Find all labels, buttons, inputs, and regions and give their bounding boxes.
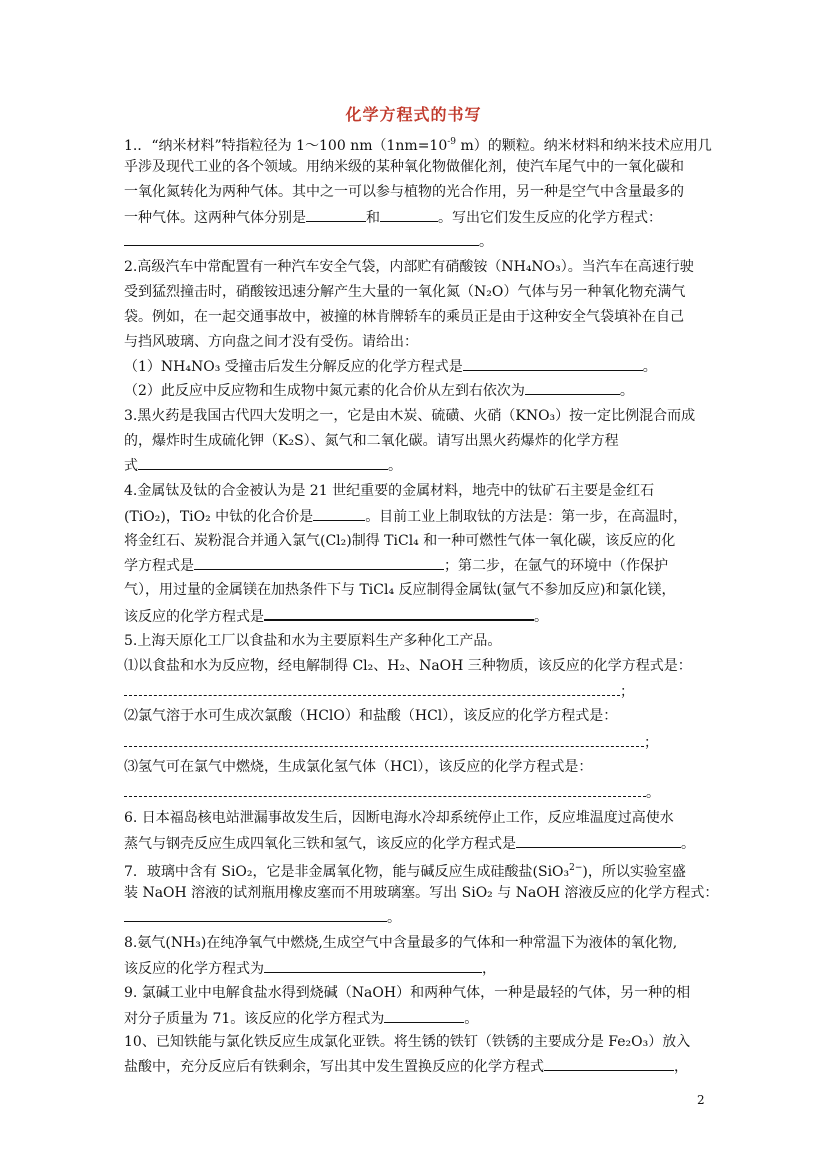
q5-line-5: [124, 734, 714, 751]
q1-text: m）的颗粒。纳米材料和纳米技术应用几: [456, 138, 712, 154]
q1-text: 和: [366, 210, 380, 226]
q7-line-2: 装 NaOH 溶液的试剂瓶用橡皮塞而不用玻璃塞。写出 SiO₂ 与 NaOH 溶液反应的化学方程式：: [124, 885, 719, 901]
answer-blank[interactable]: [138, 457, 388, 470]
q10-line-2: [124, 1058, 714, 1075]
q9-text: 对分子质量为 71。该反应的化学方程式为: [124, 1011, 385, 1027]
q5-line-3: [124, 683, 714, 700]
answer-blank[interactable]: [463, 358, 643, 371]
q8-text: 该反应的化学方程式为: [124, 961, 264, 977]
q1-line-4: [124, 209, 714, 226]
answer-blank[interactable]: [380, 209, 438, 222]
q1-text: 1.．“纳米材料”特指粒径为 1～100 nm（1nm=10: [124, 138, 448, 154]
answer-blank[interactable]: [264, 607, 534, 621]
answer-blank[interactable]: [264, 960, 482, 973]
q7-line-3: [124, 909, 714, 926]
q1-exponent: -9: [447, 137, 457, 147]
q2-line-4: 与挡风玻璃、方向盘之间才没有受伤。请给出：: [124, 334, 418, 350]
q5-text: ；: [620, 684, 634, 700]
q8-line-1: 8.氨气(NH₃)在纯净氧气中燃烧,生成空气中含量最多的气体和一种常温下为液体的氧化物,: [124, 935, 678, 951]
q8-line-2: [124, 960, 714, 977]
q3-text: 式: [124, 458, 138, 474]
q4-text: ；第二步，在氩气的环境中（作保护: [444, 558, 668, 574]
q6-line-1: 6. 日本福岛核电站泄漏事故发生后，因断电海水冷却系统停止工作，反应堆温度过高使水: [124, 810, 674, 826]
q6-text: 蒸气与钢壳反应生成四氧化三铁和氢气，该反应的化学方程式是: [124, 836, 516, 852]
answer-blank[interactable]: [124, 734, 644, 747]
answer-blank[interactable]: [544, 1058, 674, 1071]
q1-line-1: [124, 134, 714, 154]
answer-blank[interactable]: [384, 1010, 464, 1023]
q3-text: 。: [388, 458, 402, 474]
q1-line-5: [124, 233, 714, 250]
q2-text: （2）此反应中反应物和生成物中氮元素的化合价从左到右依次为: [124, 383, 525, 399]
q2-line-3: 袋。例如，在一起交通事故中，被撞的林肯牌轿车的乘员正是由于这种安全气袋填补在自己: [124, 309, 684, 325]
q4-text: 。目前工业上制取钛的方法是：第一步，在高温时，: [365, 509, 688, 525]
q9-text: 。: [464, 1011, 479, 1027]
page-title: 化学方程式的书写: [345, 105, 482, 124]
q4-text: 学方程式是: [124, 558, 194, 574]
q5-text: 。: [646, 785, 660, 801]
q3-line-1: 3.黑火药是我国古代四大发明之一，它是由木炭、硫磺、火硝（KNO₃）按一定比例混合而成: [124, 408, 696, 424]
answer-blank[interactable]: [124, 784, 646, 797]
q8-text: ，: [482, 961, 496, 977]
q9-line-2: [124, 1010, 714, 1027]
q5-line-6: ⑶氢气可在氯气中燃烧，生成氯化氢气体（HCl），该反应的化学方程式是：: [124, 759, 593, 775]
page-number: 2: [697, 1093, 705, 1107]
answer-blank[interactable]: [525, 382, 620, 395]
answer-blank[interactable]: [516, 835, 681, 848]
answer-blank[interactable]: [306, 209, 366, 222]
q2-text: （1）NH₄NO₃ 受撞击后发生分解反应的化学方程式是: [124, 359, 463, 375]
q3-line-2: 的，爆炸时生成硫化钾（K₂S）、氮气和二氧化碳。请写出黑火药爆炸的化学方程: [124, 433, 619, 449]
q1-line-3: 一氧化氮转化为两种气体。其中之一可以参与植物的光合作用，另一种是空气中含量最多的: [124, 184, 684, 200]
q4-line-3: 将金红石、炭粉混合并通入氯气(Cl₂)制得 TiCl₄ 和一种可燃性气体一氧化碳，该反应的化: [124, 533, 676, 549]
q9-line-1: 9. 氯碱工业中电解食盐水得到烧碱（NaOH）和两种气体，一种是最轻的气体，另一种的相: [124, 985, 691, 1001]
q4-line-6: [124, 607, 714, 625]
q3-line-3: [124, 457, 714, 474]
q5-line-4: ⑵氯气溶于水可生成次氯酸（HClO）和盐酸（HCl），该反应的化学方程式是：: [124, 708, 618, 724]
q2-text: 。: [642, 359, 657, 375]
q2-text: 。: [619, 383, 634, 399]
q5-line-7: [124, 784, 714, 801]
q1-text: 。写出它们发生反应的化学方程式：: [438, 210, 662, 226]
q2-line-5: [124, 358, 714, 375]
q1-text: 。: [479, 234, 493, 250]
q4-text: (TiO₂)，TiO₂ 中钛的化合价是: [124, 509, 314, 525]
q4-text: 。: [534, 609, 548, 625]
answer-blank[interactable]: [194, 557, 444, 570]
q2-line-6: [124, 382, 714, 399]
q10-text: ，: [674, 1059, 688, 1075]
q2-line-2: 受到猛烈撞击时，硝酸铵迅速分解产生大量的一氧化氮（N₂O）气体与另一种氧化物充满气: [124, 284, 686, 300]
q4-line-1: 4.金属钛及钛的合金被认为是 21 世纪重要的金属材料，地壳中的钛矿石主要是金红石: [124, 483, 655, 499]
q4-line-5: 气），用过量的金属镁在加热条件下与 TiCl₄ 反应制得金属钛(氩气不参加反应)和氯化镁，: [124, 582, 676, 598]
q5-line-2: ⑴以食盐和水为反应物，经电解制得 Cl₂、H₂、NaOH 三种物质，该反应的化学方程式是：: [124, 658, 692, 674]
q5-text: ；: [644, 735, 658, 751]
q10-text: 盐酸中，充分反应后有铁剩余，写出其中发生置换反应的化学方程式: [124, 1059, 544, 1075]
q7-text: 7．玻璃中含有 SiO₂，它是非金属氧化物，能与碱反应生成硅酸盐(SiO₃: [124, 864, 570, 880]
q10-line-1: 10、已知铁能与氯化铁反应生成氯化亚铁。将生锈的铁钉（铁锈的主要成分是 Fe₂O₃）放入: [124, 1034, 691, 1050]
answer-blank[interactable]: [124, 233, 479, 246]
q6-text: 。: [681, 836, 695, 852]
q4-line-4: [124, 557, 714, 574]
q7-charge: 2−: [569, 863, 583, 873]
q7-text: )，所以实验室盛: [582, 864, 686, 880]
answer-blank[interactable]: [124, 909, 387, 922]
answer-blank[interactable]: [124, 683, 620, 696]
q4-line-2: [124, 508, 714, 525]
q5-line-1: 5.上海天原化工厂以食盐和水为主要原料生产多种化工产品。: [124, 633, 502, 649]
q2-line-1: 2.高级汽车中常配置有一种汽车安全气袋，内部贮有硝酸铵（NH₄NO₃）。当汽车在高速行驶: [124, 259, 694, 275]
q1-text: 一种气体。这两种气体分别是: [124, 210, 306, 226]
q6-line-2: [124, 835, 714, 852]
answer-blank[interactable]: [313, 508, 365, 521]
q7-line-1: [124, 860, 714, 880]
q4-text: 该反应的化学方程式是: [124, 609, 264, 625]
q1-line-2: 乎涉及现代工业的各个领域。用纳米级的某种氧化物做催化剂，使汽车尾气中的一氧化碳和: [124, 159, 684, 175]
q7-text: 。: [387, 910, 401, 926]
